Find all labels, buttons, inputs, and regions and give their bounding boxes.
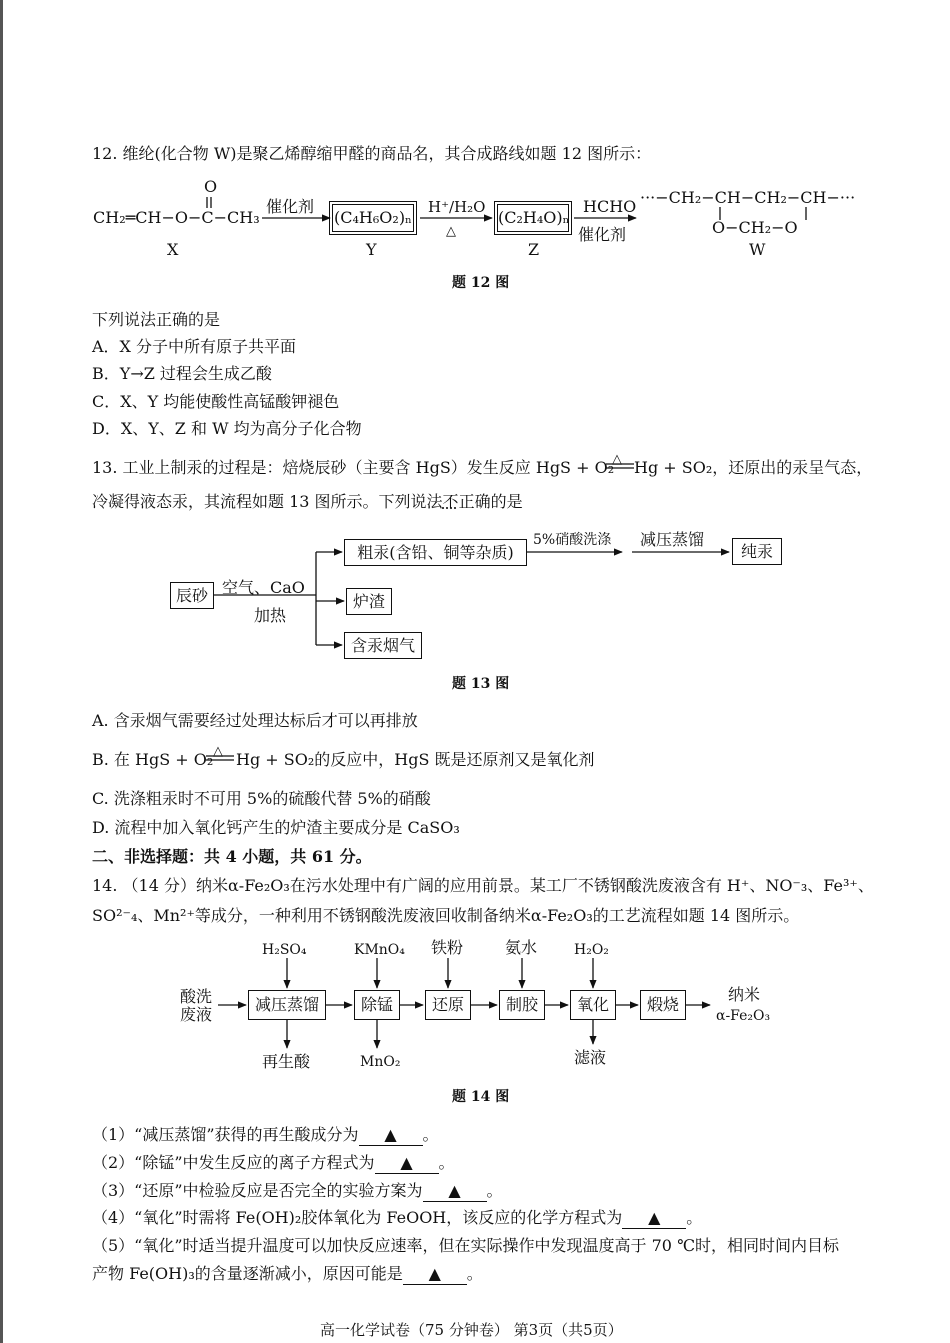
step-remove-mn: 除锰 xyxy=(354,990,400,1020)
pure-mercury-box: 纯汞 xyxy=(732,538,782,565)
caption-12: 题 12 图 xyxy=(452,275,510,291)
q13-stem-a: 13. 工业上制汞的过程是：焙烧辰砂（主要含 HgS）发生反应 HgS + O₂ xyxy=(92,458,615,477)
q12-option-c: C．X、Y 均能使酸性高锰酸钾褪色 xyxy=(92,392,340,411)
distill-label: 减压蒸馏 xyxy=(640,530,705,549)
mercury-gas-box: 含汞烟气 xyxy=(344,632,422,659)
q13-stem-tail: 正确的是 xyxy=(458,492,523,511)
cond2-heat: △ xyxy=(446,224,456,239)
q12-stem: 12. 维纶(化合物 W)是聚乙烯醇缩甲醛的商品名，其合成路线如题 12 图所示： xyxy=(92,144,652,163)
q12-option-d: D．X、Y、Z 和 W 均为高分子化合物 xyxy=(92,419,362,438)
feed-line1: 酸洗 xyxy=(180,987,213,1006)
label-z: Z xyxy=(528,240,540,259)
cond3-top: HCHO xyxy=(583,197,637,216)
feed-line2: 废液 xyxy=(180,1005,213,1024)
q14-line1: 14. （14 分）纳米α-Fe₂O₃在污水处理中有广阔的应用前景。某工厂不锈钢酸洗废液含有 H⁺、NO⁻₃、Fe³⁺、 xyxy=(92,876,874,895)
chensha-box: 辰砂 xyxy=(170,582,214,609)
q13-option-b-a: B. 在 HgS + O₂ xyxy=(92,750,214,769)
q13-option-a: A. 含汞烟气需要经过处理达标后才可以再排放 xyxy=(92,711,418,730)
compound-w-chain: ···−CH₂−CH−CH₂−CH−··· xyxy=(640,188,856,207)
caption-13: 题 13 图 xyxy=(452,676,510,692)
q14-sub2-end: 。 xyxy=(438,1153,455,1172)
reagent-iron: 铁粉 xyxy=(431,938,464,957)
q12-intro: 下列说法正确的是 xyxy=(92,310,221,329)
product-line1: 纳米 xyxy=(728,985,761,1004)
out-mno2: MnO₂ xyxy=(360,1054,401,1070)
cond3-bottom: 催化剂 xyxy=(578,225,627,244)
q13-option-b-heat: △ xyxy=(213,744,223,759)
q14-sub4-text: （4）“氧化”时需将 Fe(OH)₂胶体氧化为 FeOOH，该反应的化学方程式为 xyxy=(92,1208,623,1227)
wash-label: 5%硝酸洗涤 xyxy=(533,532,612,548)
slag-box: 炉渣 xyxy=(346,588,392,615)
q14-sub4-end: 。 xyxy=(686,1208,703,1227)
q14-sub1-end: 。 xyxy=(422,1125,439,1144)
reagent-kmno4: KMnO₄ xyxy=(354,942,405,958)
compound-z-box: (C₂H₄O)ₙ xyxy=(497,204,569,232)
q14-line2: SO²⁻₄、Mn²⁺等成分，一种利用不锈钢酸洗废液回收制备纳米α-Fe₂O₃的工艺流程如题 14 图所示。 xyxy=(92,906,800,925)
q12-option-a: A．X 分子中所有原子共平面 xyxy=(92,337,297,356)
step-distill: 减压蒸馏 xyxy=(248,990,326,1020)
q14-sub1-text: （1）“减压蒸馏”获得的再生酸成分为 xyxy=(92,1125,359,1144)
step-calcine: 煅烧 xyxy=(640,990,686,1020)
product-line2: α-Fe₂O₃ xyxy=(716,1008,771,1024)
q13-heat-sign: △ xyxy=(612,452,622,467)
compound-w-ring: O−CH₂−O xyxy=(712,218,798,237)
cond2-top: H⁺/H₂O xyxy=(428,198,486,216)
q14-sub5-blank[interactable]: ▲ xyxy=(403,1264,467,1285)
crude-mercury-box: 粗汞(含铅、铜等杂质) xyxy=(344,539,527,566)
reagent-ammonia: 氨水 xyxy=(505,938,538,957)
q14-sub2-text: （2）“除锰”中发生反应的离子方程式为 xyxy=(92,1153,375,1172)
section-2-heading: 二、非选择题：共 4 小题，共 61 分。 xyxy=(92,847,372,866)
step-oxidize: 氧化 xyxy=(570,990,616,1020)
q13-option-c: C. 洗涤粗汞时不可用 5%的硫酸代替 5%的硝酸 xyxy=(92,789,431,808)
compound-y-box: (C₄H₆O₂)ₙ xyxy=(332,204,414,232)
q13-option-d: D. 流程中加入氧化钙产生的炉渣主要成分是 CaSO₃ xyxy=(92,818,460,837)
out-regen-acid: 再生酸 xyxy=(262,1052,311,1071)
q14-sub4-blank[interactable]: ▲ xyxy=(622,1208,686,1229)
label-w: W xyxy=(749,240,766,259)
q14-sub3-end: 。 xyxy=(486,1181,503,1200)
out-filtrate: 滤液 xyxy=(574,1048,607,1067)
q14-sub5-end: 。 xyxy=(466,1264,483,1283)
q14-sub3-text: （3）“还原”中检验反应是否完全的实验方案为 xyxy=(92,1181,423,1200)
q13-cond-top: 空气、CaO xyxy=(222,578,305,597)
q14-sub3-blank[interactable]: ▲ xyxy=(423,1181,487,1202)
cond1: 催化剂 xyxy=(266,197,315,216)
reagent-h2o2: H₂O₂ xyxy=(574,942,609,958)
q14-sub2-blank[interactable]: ▲ xyxy=(375,1153,439,1174)
reagent-h2so4: H₂SO₄ xyxy=(262,942,307,958)
q13-stem-b: Hg + SO₂，还原出的汞呈气态， xyxy=(634,458,873,477)
label-x: X xyxy=(167,240,179,259)
q13-cond-bottom: 加热 xyxy=(254,606,287,625)
q13-stem-line2-text: 冷凝得液态汞，其流程如题 13 图所示。下列说法 xyxy=(92,492,443,511)
q13-not-emphasis: 不 xyxy=(442,492,459,511)
q12-option-b: B．Y→Z 过程会生成乙酸 xyxy=(92,364,272,383)
caption-14: 题 14 图 xyxy=(452,1089,510,1105)
q13-option-b-b: Hg + SO₂的反应中，HgS 既是还原剂又是氧化剂 xyxy=(236,750,595,769)
q14-sub5-text: 产物 Fe(OH)₃的含量逐渐减小，原因可能是 xyxy=(92,1264,403,1283)
q14-sub5-line1: （5）“氧化”时适当提升温度可以加快反应速率，但在实际操作中发现温度高于 70 ℃时，相同时间内目标 xyxy=(92,1236,839,1255)
page-footer: 高一化学试卷（75 分钟卷） 第3页（共5页） xyxy=(320,1321,623,1339)
label-y: Y xyxy=(366,240,377,259)
q14-sub1-blank[interactable]: ▲ xyxy=(359,1125,423,1146)
x-carbonyl-o: O xyxy=(204,177,218,196)
compound-x: CH₂═CH−O−C−CH₃ xyxy=(93,208,260,227)
step-reduce: 还原 xyxy=(425,990,471,1020)
step-gel: 制胶 xyxy=(499,990,545,1020)
